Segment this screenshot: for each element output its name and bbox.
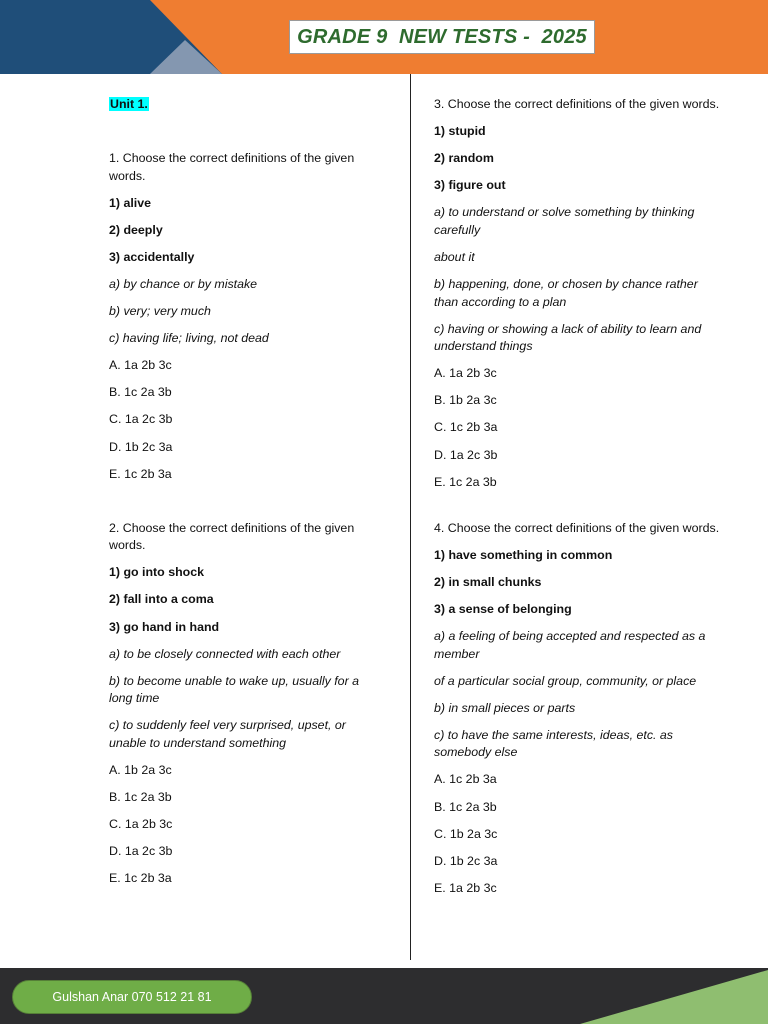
answer-option: A. 1b 2a 3c xyxy=(109,762,172,777)
question-4 xyxy=(434,520,724,898)
answer-option: A. 1a 2b 3c xyxy=(434,366,497,381)
contact-text: Gulshan Anar 070 512 21 81 xyxy=(52,990,212,1004)
answer-option: E. 1c 2b 3a xyxy=(109,871,172,886)
answer-option: C. 1b 2a 3c xyxy=(434,826,498,841)
definition: a) to understand or solve something by thinking carefully xyxy=(434,205,695,237)
question-prompt: 2. Choose the correct definitions of the given words. xyxy=(109,520,355,553)
answer-option: B. 1c 2a 3b xyxy=(109,385,172,400)
definition: a) by chance or by mistake xyxy=(109,276,258,291)
definition: a) a feeling of being accepted and respected as a member xyxy=(434,629,706,661)
question-1 xyxy=(109,150,379,483)
header-decoration xyxy=(0,0,230,74)
answer-option: D. 1b 2c 3a xyxy=(109,439,173,454)
term: 3) figure out xyxy=(434,178,506,193)
term: 2) deeply xyxy=(109,222,163,237)
term: 1) have something in common xyxy=(434,547,613,562)
definition: of a particular social group, community, or place xyxy=(434,673,697,688)
question-3 xyxy=(434,96,724,491)
question-2 xyxy=(109,520,379,888)
definition: c) having or showing a lack of ability to learn and understand things xyxy=(434,321,702,354)
term: 3) a sense of belonging xyxy=(434,602,572,616)
term: 2) in small chunks xyxy=(434,574,542,589)
column-divider xyxy=(410,74,411,960)
term: 1) alive xyxy=(109,195,152,210)
term: 2) random xyxy=(434,151,494,166)
answer-option: E. 1c 2a 3b xyxy=(434,474,497,489)
answer-option: E. 1a 2b 3c xyxy=(434,880,497,895)
definition: b) happening, done, or chosen by chance rather than according to a plan xyxy=(434,277,698,309)
contact-badge xyxy=(12,980,252,1014)
answer-option: A. 1c 2b 3a xyxy=(434,772,497,787)
term: 3) go hand in hand xyxy=(109,619,220,634)
page-header xyxy=(0,0,768,74)
answer-option: D. 1b 2c 3a xyxy=(434,853,498,868)
answer-option: D. 1a 2c 3b xyxy=(109,844,173,859)
answer-option: D. 1a 2c 3b xyxy=(434,447,498,462)
definition: about it xyxy=(434,249,475,264)
definition: b) to become unable to wake up, usually for a long time xyxy=(109,673,360,706)
answer-option: B. 1c 2a 3b xyxy=(434,799,497,814)
answer-option: C. 1a 2c 3b xyxy=(109,412,173,427)
definition: b) in small pieces or parts xyxy=(434,700,576,715)
definition: c) having life; living, not dead xyxy=(109,331,269,346)
term: 2) fall into a coma xyxy=(109,592,214,607)
answer-option: A. 1a 2b 3c xyxy=(109,358,172,373)
definition: c) to suddenly feel very surprised, upset, or unable to understand something xyxy=(109,718,346,750)
term: 1) go into shock xyxy=(109,565,204,580)
page-footer xyxy=(0,968,768,1024)
answer-option: E. 1c 2b 3a xyxy=(109,466,172,481)
question-prompt: 1. Choose the correct definitions of the given words. xyxy=(109,151,355,183)
answer-option: C. 1c 2b 3a xyxy=(434,420,498,435)
right-column xyxy=(434,96,724,907)
question-prompt: 4. Choose the correct definitions of the given words. xyxy=(434,520,720,535)
definition: c) to have the same interests, ideas, etc. as somebody else xyxy=(434,727,673,760)
left-column xyxy=(109,96,379,897)
answer-option: B. 1b 2a 3c xyxy=(434,393,497,408)
term: 1) stupid xyxy=(434,124,486,139)
unit-label: Unit 1. xyxy=(110,97,148,111)
term: 3) accidentally xyxy=(109,249,195,264)
answer-option: B. 1c 2a 3b xyxy=(109,789,172,804)
question-prompt: 3. Choose the correct definitions of the given words. xyxy=(434,97,720,111)
answer-option: C. 1a 2b 3c xyxy=(109,817,173,832)
definition: a) to be closely connected with each other xyxy=(109,646,341,661)
title-box xyxy=(289,20,595,54)
definition: b) very; very much xyxy=(109,304,211,319)
page-title: GRADE 9 NEW TESTS - 2025 xyxy=(297,25,587,48)
